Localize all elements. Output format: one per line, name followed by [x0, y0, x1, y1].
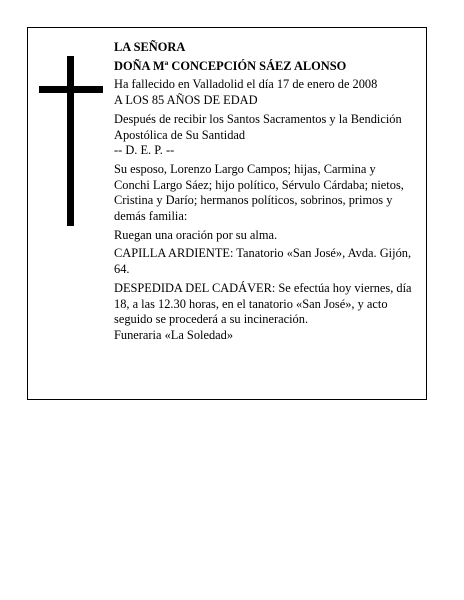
- family-paragraph: Su esposo, Lorenzo Largo Campos; hijas, Carmina y Conchi Largo Sáez; hijo político, Sérvulo Cárdaba; nietos, Cristina y Darío; hermanos políticos, sobrinos, primos y demás familia:: [114, 161, 404, 224]
- chapel-paragraph: CAPILLA ARDIENTE: Tanatorio «San José», Avda. Gijón, 64.: [114, 246, 412, 277]
- funeral-home-line: Funeraria «La Soledad»: [114, 327, 234, 342]
- farewell-paragraph: DESPEDIDA DEL CADÁVER: Se efectúa hoy viernes, día 18, a las 12.30 horas, en el tanatorio «San José», y acto seguido se procederá a su incineración.: [114, 280, 412, 327]
- cross-icon: [39, 56, 103, 226]
- death-line: Ha fallecido en Valladolid el día 17 de enero de 2008: [114, 77, 378, 92]
- dep-line: -- D. E. P. --: [114, 143, 175, 158]
- age-line: A LOS 85 AÑOS DE EDAD: [114, 93, 258, 108]
- cross-vertical-bar: [67, 56, 74, 226]
- obituary-notice: [27, 27, 427, 400]
- cross-horizontal-bar: [39, 86, 103, 93]
- deceased-name: DOÑA Mª CONCEPCIÓN SÁEZ ALONSO: [114, 58, 347, 73]
- prayer-line: Ruegan una oración por su alma.: [114, 227, 278, 242]
- notice-text: [114, 40, 414, 344]
- sacraments-line: Después de recibir los Santos Sacramentos y la Bendición Apostólica de Su Santidad: [114, 111, 402, 142]
- notice-title: LA SEÑORA: [114, 40, 186, 54]
